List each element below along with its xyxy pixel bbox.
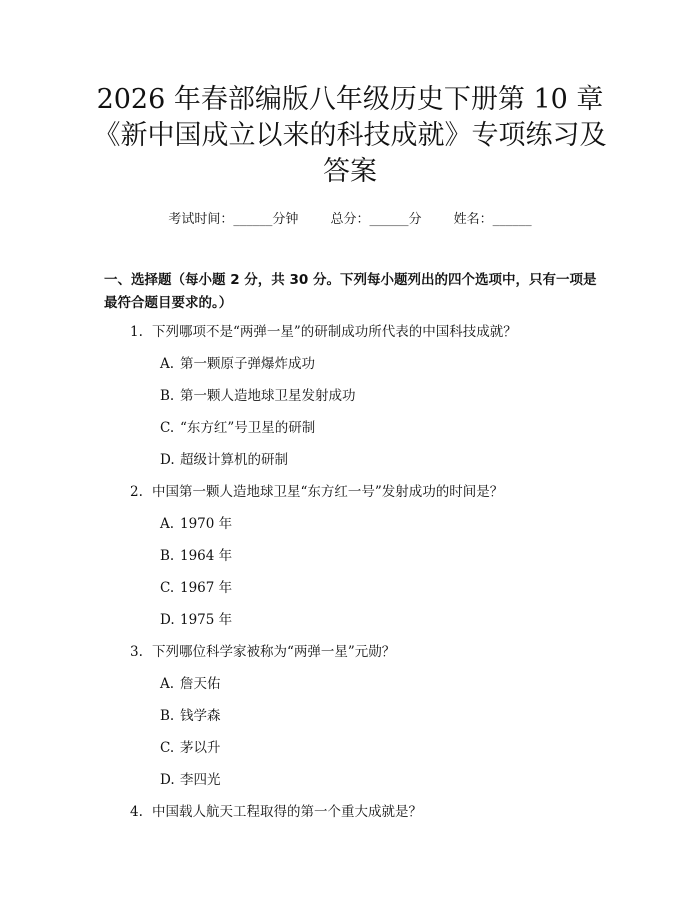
option-label: D.	[160, 772, 175, 788]
title-line-1: 2026 年春部编版八年级历史下册第 10 章	[96, 84, 604, 115]
question-3-option-d	[160, 768, 221, 788]
option-label: C.	[160, 420, 175, 436]
option-text: 超级计算机的研制	[180, 452, 288, 468]
option-label: A.	[160, 356, 175, 372]
question-number: 1.	[130, 324, 143, 340]
option-text: 李四光	[180, 772, 221, 788]
option-label: D.	[160, 612, 175, 628]
option-text: 1964 年	[180, 548, 233, 564]
question-text: 中国第一颗人造地球卫星“东方红一号”发射成功的时间是？	[152, 484, 504, 500]
option-text: 1970 年	[180, 516, 233, 532]
question-3-option-c	[160, 736, 221, 756]
document-title	[40, 82, 660, 190]
title-line-3: 答案	[323, 156, 377, 187]
option-text: 1975 年	[180, 612, 233, 628]
option-label: C.	[160, 740, 175, 756]
option-label: B.	[160, 548, 175, 564]
question-2	[130, 480, 503, 500]
option-label: D.	[160, 452, 175, 468]
question-1	[130, 320, 517, 340]
option-label: B.	[160, 388, 175, 404]
question-number: 4.	[130, 804, 143, 820]
option-label: A.	[160, 676, 175, 692]
question-3-option-b	[160, 704, 221, 724]
option-text: 第一颗人造地球卫星发射成功	[180, 388, 356, 404]
exam-time: 考试时间：______分钟	[168, 212, 299, 227]
question-3	[130, 640, 395, 660]
question-number: 3.	[130, 644, 143, 660]
question-3-option-a	[160, 672, 221, 692]
question-2-option-c	[160, 576, 232, 596]
option-text: 1967 年	[180, 580, 233, 596]
exam-info-line	[0, 208, 700, 227]
option-label: B.	[160, 708, 175, 724]
question-text: 中国载人航天工程取得的第一个重大成就是？	[152, 804, 422, 820]
question-2-option-b	[160, 544, 232, 564]
option-text: 钱学森	[180, 708, 221, 724]
student-name: 姓名：______	[453, 212, 532, 227]
question-1-option-a	[160, 352, 315, 372]
question-1-option-c	[160, 416, 315, 436]
option-text: 茅以升	[180, 740, 221, 756]
option-text: 第一颗原子弹爆炸成功	[180, 356, 315, 372]
option-label: C.	[160, 580, 175, 596]
question-2-option-a	[160, 512, 232, 532]
question-2-option-d	[160, 608, 232, 628]
question-1-option-b	[160, 384, 356, 404]
question-number: 2.	[130, 484, 143, 500]
option-text: “东方红”号卫星的研制	[180, 420, 316, 436]
question-1-option-d	[160, 448, 288, 468]
section-heading: 一、选择题（每小题 2 分，共 30 分。下列每小题列出的四个选项中，只有一项是最符合题目要求的。）	[104, 272, 597, 311]
title-line-2: 《新中国成立以来的科技成就》专项练习及	[93, 120, 607, 151]
question-text: 下列哪项不是“两弹一星”的研制成功所代表的中国科技成就？	[152, 324, 517, 340]
question-text: 下列哪位科学家被称为“两弹一星”元勋？	[152, 644, 396, 660]
exam-total-score: 总分：______分	[330, 212, 422, 227]
option-text: 詹天佑	[180, 676, 221, 692]
question-4	[130, 800, 422, 820]
option-label: A.	[160, 516, 175, 532]
